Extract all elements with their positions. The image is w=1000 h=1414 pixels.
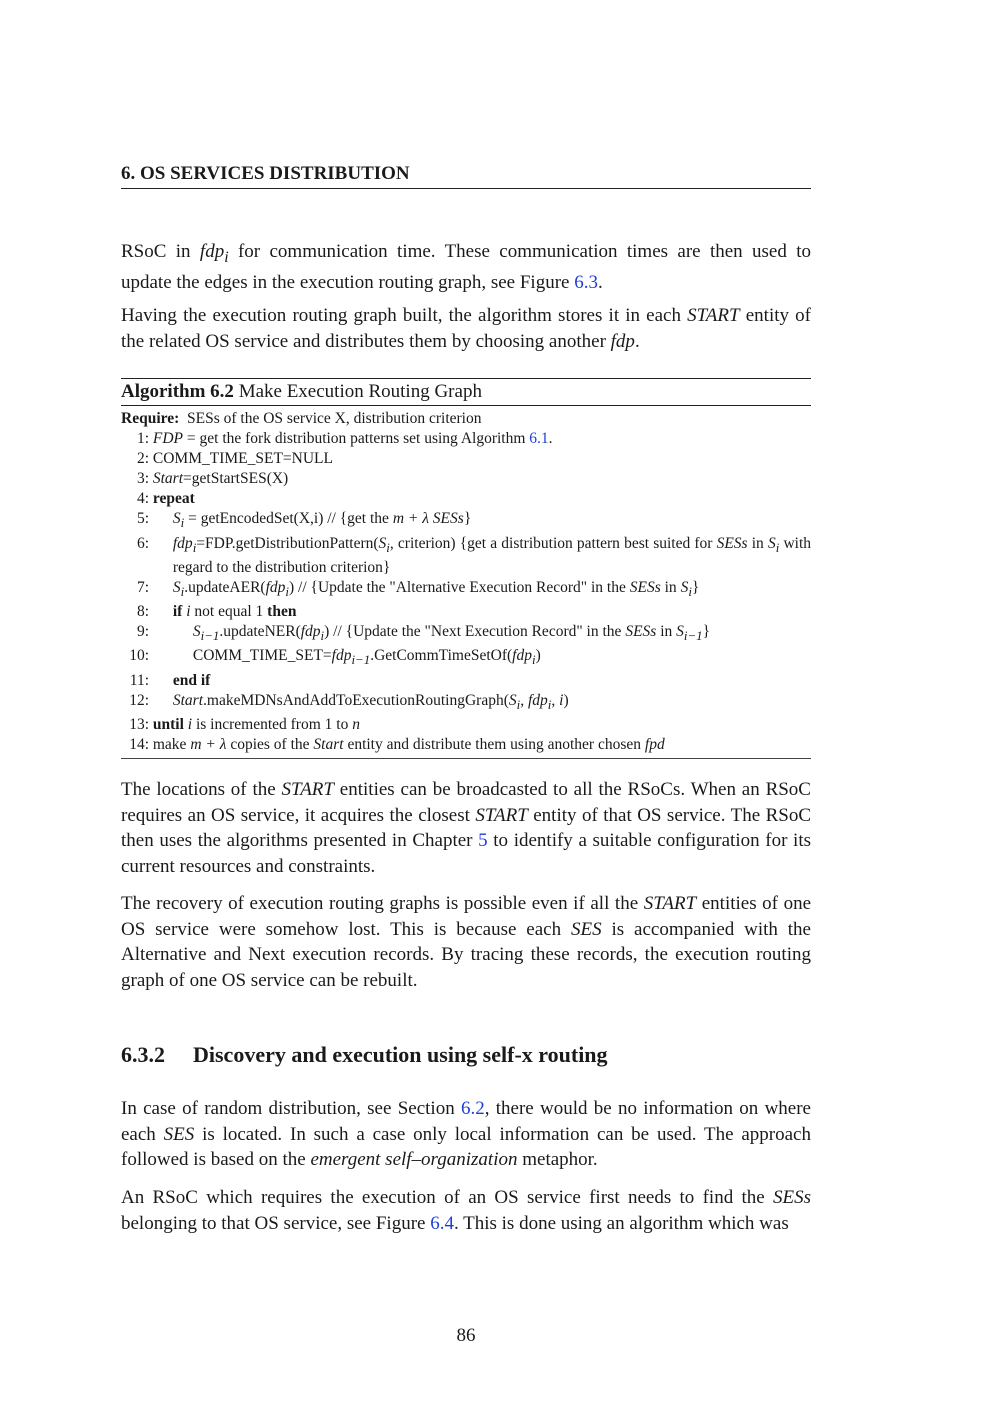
paragraph-3: The locations of the START entities can be broadcasted to all the RSoCs. When an RSoC requires an OS service, it acquires the closest START entity of that OS service. The RSoC then uses the algorithms presented in Chapter 5 to identify a suitable configuration for its current resources and constraints. xyxy=(121,779,812,877)
algorithm-body xyxy=(121,406,811,759)
algorithm-line: 7: $S_i.updateAER(fdp_i)$ // {Update the "Alternative Execution Record" in the SESs in $S_i$} xyxy=(136,578,700,600)
algorithm-line: 6: $fdp_i=FDP.getDistributionPattern(S_i$, criterion) {get a distribution pattern best suited for SESs in $S_i$ with regard to the distribution criterion} xyxy=(136,534,812,576)
paragraph-4: The recovery of execution routing graphs is possible even if all the START entities of one OS service were somehow lost. This is because each SES is accompanied with the Alternative and Next execution records. By tracing these records, the execution routing graph of one OS service can be rebuilt. xyxy=(121,893,812,991)
paragraph-6: An RSoC which requires the execution of an OS service first needs to find the SESs belonging to that OS service, see Figure 6.4. This is done using an algorithm which was xyxy=(121,1187,811,1234)
algorithm-line: 9: $S_{i-1}.updateNER(fdp_i)$ // {Update the "Next Execution Record" in the SESs in $S_{i-1}$} xyxy=(136,623,711,644)
section-heading xyxy=(121,1042,811,1068)
page-number: 86 xyxy=(456,1325,476,1346)
algorithm-line: 2: COMM_TIME_SET=NULL xyxy=(136,450,333,468)
figure-link[interactable]: 6.3 xyxy=(574,272,598,294)
algorithm-title: Algorithm 6.2 Make Execution Routing Graph xyxy=(121,378,811,406)
section-number: 6.3.2 xyxy=(121,1042,165,1067)
running-head: 6. OS SERVICES DISTRIBUTION xyxy=(121,163,811,189)
algorithm-box xyxy=(121,378,811,759)
algorithm-line: 11: end if xyxy=(129,671,211,689)
paragraph-5: In case of random distribution, see Section 6.2, there would be no information on where each SES is located. In such a case only local information can be used. The approach followed is based on the emergent self–organization metaphor. xyxy=(121,1098,811,1170)
chapter-link[interactable]: 5 xyxy=(478,830,488,851)
figure-link[interactable]: 6.4 xyxy=(430,1212,454,1234)
algorithm-line: 12: $Start.makeMDNsAndAddToExecutionRoutingGraph(S_i$, fdp$_i$, i) xyxy=(129,691,569,712)
paragraph-1: RSoC in fdp$_i$ for communication time. These communication times are then used to update the edges in the execution routing graph, see Figure 6.3. xyxy=(121,241,811,294)
algorithm-require: Require: SESs of the OS service X, distribution criterion xyxy=(121,410,482,427)
section-link[interactable]: 6.2 xyxy=(460,1098,485,1119)
algorithm-line: 13: until i is incremented from 1 to n xyxy=(129,715,360,733)
algorithm-line: 10: COMM_TIME_SET=fdp$_{i-1}$.GetCommTimeSetOf(fdp$_i$) xyxy=(129,647,541,668)
algorithm-line: 8: if i not equal 1 then xyxy=(136,603,297,621)
algorithm-line: 3: Start=getStartSES(X) xyxy=(136,470,289,488)
section-title: Discovery and execution using self-x routing xyxy=(193,1042,608,1067)
algorithm-link[interactable]: 6.1 xyxy=(529,430,549,448)
paragraph-2: Having the execution routing graph built, the algorithm stores it in each START entity of the related OS service and distributes them by choosing another fdp. xyxy=(121,305,811,352)
algorithm-line: 14: make m + λ copies of the Start entity and distribute them using another chosen fpd xyxy=(129,735,665,753)
algorithm-line: 1: FDP = get the fork distribution patterns set using Algorithm 6.1. xyxy=(136,430,553,448)
algorithm-line: 4: repeat xyxy=(136,490,195,508)
algorithm-line: 5: $S_i$ = getEncodedSet(X,i) // {get the m + λ SESs} xyxy=(136,510,472,531)
